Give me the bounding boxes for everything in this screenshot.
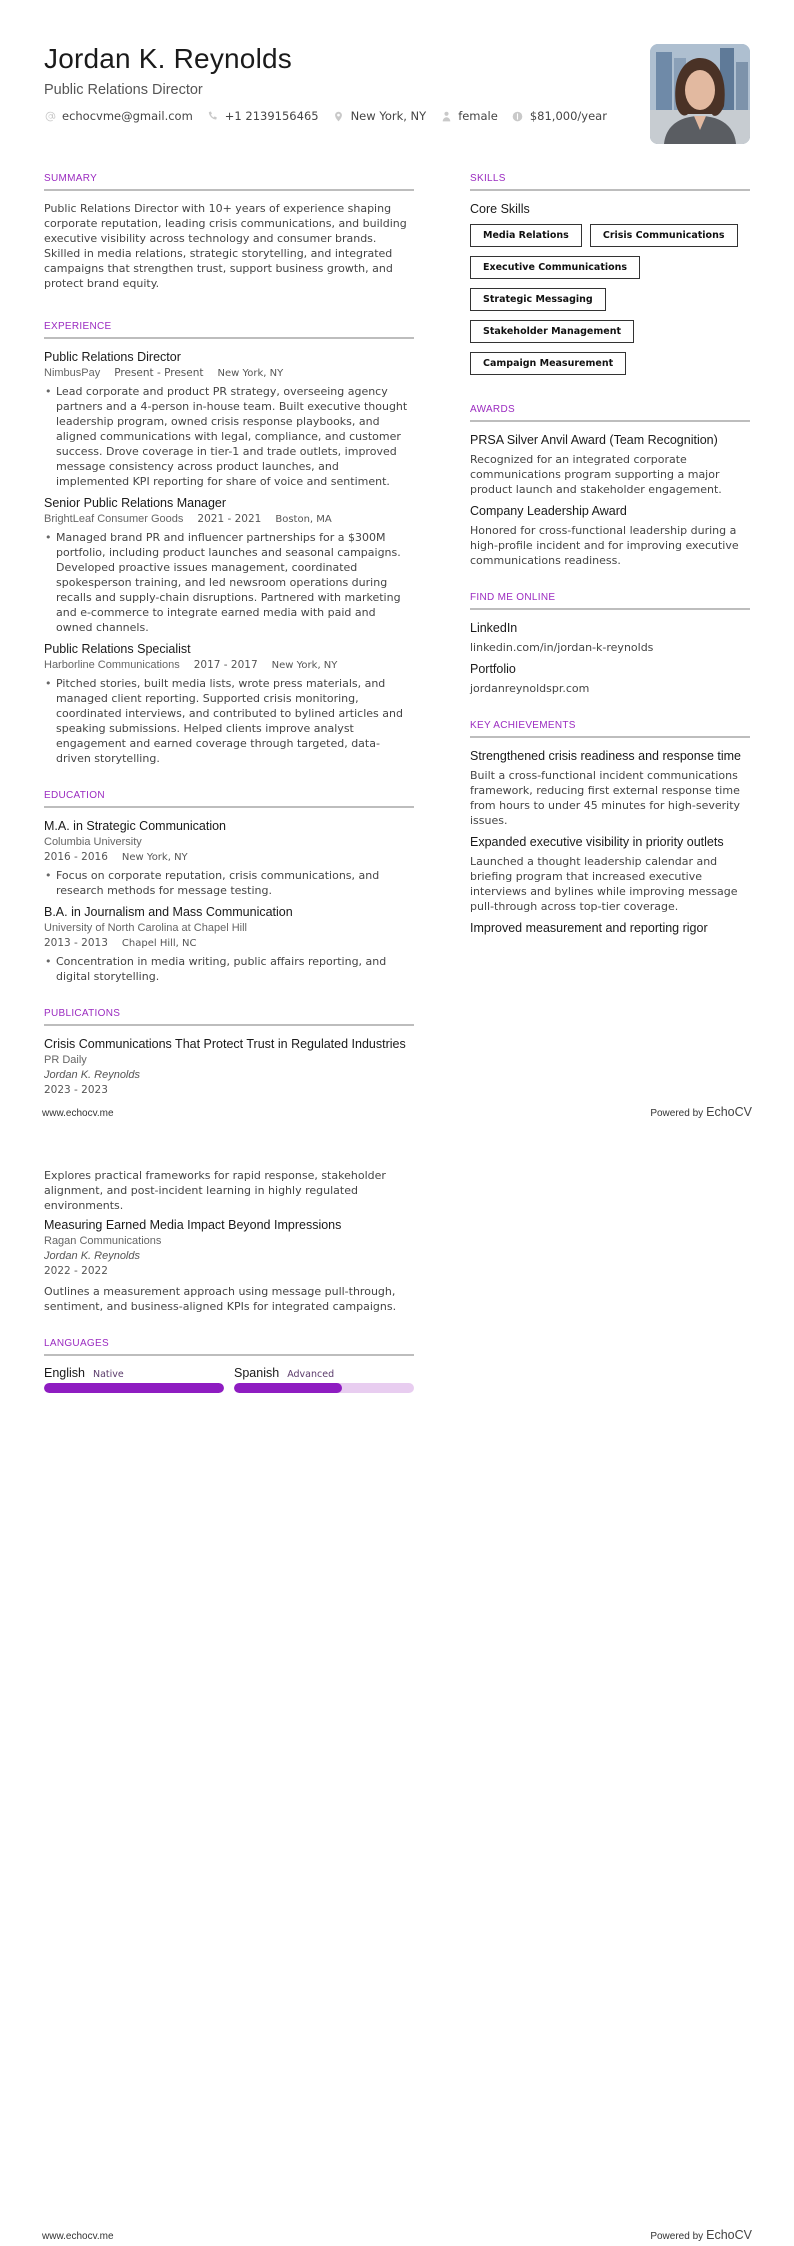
job-location: New York, NY	[271, 660, 338, 671]
section-title-languages: LANGUAGES	[44, 1338, 109, 1349]
job-title: Public Relations Director	[44, 350, 181, 364]
achievement-entry	[470, 920, 750, 937]
job-title: Public Relations Specialist	[44, 642, 191, 656]
job-location: New York, NY	[217, 368, 284, 379]
portrait-image	[650, 44, 750, 144]
person-icon	[440, 110, 452, 122]
publication-description: Explores practical frameworks for rapid response, stakeholder alignment, and post-incident learning in highly regulated environments.	[44, 1169, 386, 1212]
contact-location	[333, 109, 427, 123]
language-proficiency-fill	[234, 1383, 342, 1393]
language-level: Native	[93, 1369, 124, 1380]
job-meta	[44, 512, 414, 527]
section-title-awards: AWARDS	[470, 404, 515, 415]
skill-chips	[470, 352, 750, 384]
publication-title: Measuring Earned Media Impact Beyond Impressions	[44, 1218, 342, 1232]
contact-gender	[440, 109, 498, 123]
section-divider	[44, 189, 414, 191]
skill-chip: Crisis Communications	[590, 224, 738, 247]
company-name: BrightLeaf Consumer Goods	[44, 513, 184, 525]
publication-dates-row	[44, 1264, 414, 1279]
education-meta	[44, 936, 414, 951]
brand-name[interactable]: EchoCV	[706, 2228, 752, 2242]
job-bullet: • Pitched stories, built media lists, wrote press materials, and managed client reporting. Supported crisis monitoring, coordinated interviews, and contributed to bylined articles and speaking submissions. Helped clients improve analyst engagement and earned coverage through targeted, data-driven storytelling.	[44, 676, 414, 766]
language-proficiency-fill	[44, 1383, 224, 1393]
degree-title: B.A. in Journalism and Mass Communication	[44, 905, 293, 919]
right-column	[470, 173, 750, 943]
job-meta	[44, 366, 414, 381]
education-entry	[44, 818, 414, 898]
job-bullets	[44, 676, 414, 766]
footer-powered-by	[650, 2226, 752, 2244]
publication-author: Jordan K. Reynolds	[44, 1069, 140, 1081]
education-location: New York, NY	[121, 852, 188, 863]
contact-salary	[512, 109, 607, 123]
degree-title: M.A. in Strategic Communication	[44, 819, 227, 833]
contact-gender-text: female	[458, 109, 498, 123]
publication-entry	[44, 1217, 414, 1314]
section-divider	[470, 608, 750, 610]
section-divider	[44, 806, 414, 808]
footer-powered-by	[650, 1103, 752, 1121]
portfolio-link[interactable]: jordanreynoldspr.com	[470, 682, 590, 695]
language-name: English	[44, 1366, 85, 1380]
language-proficiency-bar	[44, 1383, 224, 1393]
language-item	[44, 1366, 224, 1393]
publication-description: Outlines a measurement approach using message pull-through, sentiment, and business-aligned KPIs for integrated campaigns.	[44, 1285, 397, 1313]
section-title-achievements: KEY ACHIEVEMENTS	[470, 720, 576, 731]
skill-chip: Media Relations	[470, 224, 582, 247]
section-title-online: FIND ME ONLINE	[470, 592, 556, 603]
brand-name[interactable]: EchoCV	[706, 1105, 752, 1119]
section-divider	[44, 1024, 414, 1026]
education-bullet: • Focus on corporate reputation, crisis communications, and research methods for message testing.	[44, 868, 414, 898]
left-column-continued	[44, 1168, 414, 1393]
contact-salary-text: $81,000/year	[529, 109, 607, 123]
resume-header	[44, 42, 624, 123]
publication-publisher: Ragan Communications	[44, 1235, 162, 1247]
achievement-title: Expanded executive visibility in priority outlets	[470, 835, 724, 849]
phone-icon	[207, 110, 219, 122]
publication-dates: 2022 - 2022	[44, 1265, 108, 1277]
summary-text: Public Relations Director with 10+ years of experience shaping corporate reputation, leading crisis communications, and building executive visibility across technology and consumer brands. Skilled in media relations, strategic storytelling, and integrated campaigns that strengthen trust, support business growth, and protect brand equity.	[44, 202, 407, 290]
section-divider	[44, 1354, 414, 1356]
experience-section	[44, 321, 414, 766]
online-label: Portfolio	[470, 662, 516, 676]
language-level: Advanced	[287, 1369, 335, 1380]
award-description: Recognized for an integrated corporate communications program supporting a major product launch and stakeholder engagement.	[470, 453, 722, 496]
award-description: Honored for cross-functional leadership during a high-profile incident and for improving executive communications readiness.	[470, 524, 739, 567]
online-label: LinkedIn	[470, 621, 518, 635]
languages-section	[44, 1338, 414, 1393]
school-name: University of North Carolina at Chapel Hill	[44, 922, 247, 934]
achievement-entry	[470, 748, 750, 828]
online-entry	[470, 620, 750, 655]
contact-location-text: New York, NY	[350, 109, 427, 123]
education-bullet: • Concentration in media writing, public affairs reporting, and digital storytelling.	[44, 954, 414, 984]
education-meta	[44, 850, 414, 865]
contact-phone[interactable]	[207, 109, 319, 123]
education-location: Chapel Hill, NC	[121, 938, 197, 949]
company-name: Harborline Communications	[44, 659, 180, 671]
contact-email[interactable]	[44, 109, 193, 123]
education-bullets	[44, 868, 414, 898]
school-name: Columbia University	[44, 836, 142, 848]
achievement-description: Launched a thought leadership calendar and briefing program that increased executive interviews and bylines while improving message pull-through across top-tier coverage.	[470, 855, 738, 913]
money-icon	[512, 110, 524, 122]
section-divider	[470, 189, 750, 191]
publication-entry	[44, 1036, 414, 1098]
job-bullet: • Lead corporate and product PR strategy, overseeing agency partners and a 4-person in-house team. Built executive thought leadership program, owned crisis response playbooks, and aligned communications with legal, compliance, and customer success. Drove coverage in tier-1 and trade outlets, improved message consistency across product launches, and implemented KPI reporting for share of voice and sentiment.	[44, 384, 414, 489]
page-footer	[42, 2226, 752, 2244]
awards-section	[470, 404, 750, 568]
linkedin-link[interactable]: linkedin.com/in/jordan-k-reynolds	[470, 641, 654, 654]
contact-phone-text: +1 2139156465	[224, 109, 319, 123]
section-divider	[470, 420, 750, 422]
education-section	[44, 790, 414, 984]
skills-section	[470, 173, 750, 384]
skill-chip: Strategic Messaging	[470, 288, 606, 311]
section-title-publications: PUBLICATIONS	[44, 1008, 121, 1019]
skill-group-title: Core Skills	[470, 202, 530, 216]
skill-chip: Executive Communications	[470, 256, 640, 279]
contact-email-text: echocvme@gmail.com	[62, 109, 193, 123]
section-title-experience: EXPERIENCE	[44, 321, 112, 332]
job-dates: 2021 - 2021	[197, 513, 262, 525]
section-title-skills: SKILLS	[470, 173, 506, 184]
publication-title: Crisis Communications That Protect Trust in Regulated Industries	[44, 1037, 406, 1051]
footer-site-link[interactable]: www.echocv.me	[42, 1108, 114, 1119]
skill-chip: Campaign Measurement	[470, 352, 626, 375]
language-name: Spanish	[234, 1366, 280, 1380]
job-meta	[44, 658, 414, 673]
summary-section	[44, 173, 414, 291]
job-bullets	[44, 530, 414, 635]
profile-photo	[650, 44, 750, 144]
language-proficiency-bar	[234, 1383, 414, 1393]
candidate-name: Jordan K. Reynolds	[44, 43, 292, 74]
job-dates: 2017 - 2017	[193, 659, 258, 671]
publication-dates-row	[44, 1083, 414, 1098]
online-section	[470, 592, 750, 696]
achievement-entry	[470, 834, 750, 914]
achievement-description: Built a cross-functional incident communications framework, reducing first external response time from hours to under 45 minutes for high-severity issues.	[470, 769, 741, 827]
job-dates: Present - Present	[114, 367, 204, 379]
experience-entry	[44, 641, 414, 766]
award-name: PRSA Silver Anvil Award (Team Recognition)	[470, 433, 718, 447]
section-title-education: EDUCATION	[44, 790, 105, 801]
award-name: Company Leadership Award	[470, 504, 627, 518]
job-bullet: • Managed brand PR and influencer partnerships for a $300M portfolio, including product launches and seasonal campaigns. Developed proactive issues management, coordinated spokesperson training, and led newsroom operations during recalls and supply-chain disruptions. Partnered with marketing and e-commerce to integrate earned media with paid and owned channels.	[44, 530, 414, 635]
page-footer	[42, 1103, 752, 1121]
contact-list	[44, 109, 624, 123]
candidate-title: Public Relations Director	[44, 82, 203, 98]
publications-section	[44, 1008, 414, 1098]
award-entry	[470, 432, 750, 497]
powered-by-label: Powered by	[650, 2231, 704, 2242]
company-name: NimbusPay	[44, 367, 101, 379]
location-pin-icon	[333, 110, 345, 122]
publication-author: Jordan K. Reynolds	[44, 1250, 140, 1262]
education-entry	[44, 904, 414, 984]
language-list	[44, 1366, 414, 1393]
award-entry	[470, 503, 750, 568]
online-entry	[470, 661, 750, 696]
job-bullets	[44, 384, 414, 489]
job-title: Senior Public Relations Manager	[44, 496, 227, 510]
left-column	[44, 173, 414, 1104]
achievement-title: Strengthened crisis readiness and response time	[470, 749, 741, 763]
achievement-title: Improved measurement and reporting rigor	[470, 921, 708, 935]
experience-entry	[44, 349, 414, 489]
education-bullets	[44, 954, 414, 984]
resume-page-2	[0, 1123, 794, 2246]
education-dates: 2013 - 2013	[44, 937, 108, 949]
experience-entry	[44, 495, 414, 635]
education-dates: 2016 - 2016	[44, 851, 108, 863]
section-divider	[44, 337, 414, 339]
footer-site-link[interactable]: www.echocv.me	[42, 2231, 114, 2242]
skill-chip: Stakeholder Management	[470, 320, 634, 343]
powered-by-label: Powered by	[650, 1108, 704, 1119]
section-divider	[470, 736, 750, 738]
at-icon	[44, 110, 56, 122]
language-item	[234, 1366, 414, 1393]
achievements-section	[470, 720, 750, 937]
publication-dates: 2023 - 2023	[44, 1084, 108, 1096]
section-title-summary: SUMMARY	[44, 173, 98, 184]
skill-chips	[470, 224, 750, 352]
job-location: Boston, MA	[275, 514, 332, 525]
publication-publisher: PR Daily	[44, 1054, 87, 1066]
